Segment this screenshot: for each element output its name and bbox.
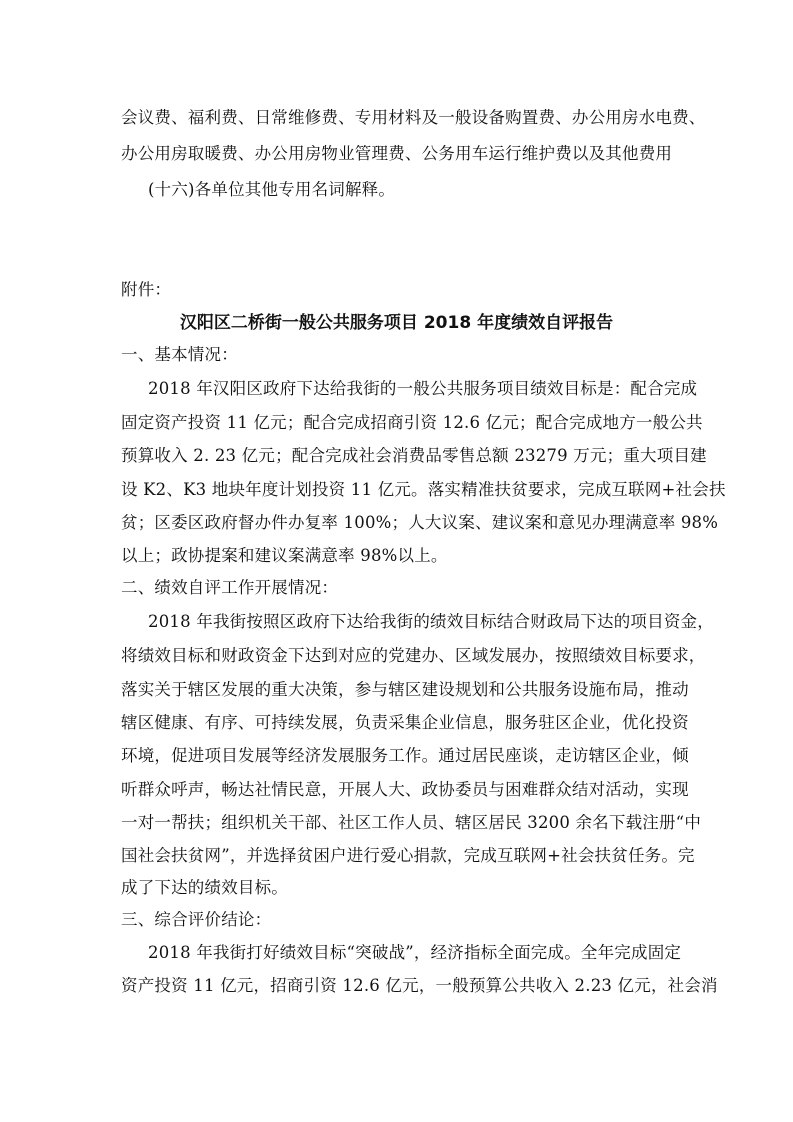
- paragraph-line: 环境，促进项目发展等经济发展服务工作。通过居民座谈，走访辖区企业，倾: [121, 746, 689, 765]
- paragraph-line: 预算收入 2. 23 亿元；配合完成社会消费品零售总额 23279 万元；重大项目建: [121, 446, 707, 465]
- paragraph-line: 辖区健康、有序、可持续发展，负责采集企业信息，服务驻区企业，优化投资: [121, 713, 689, 732]
- attachment-label: 附件：: [121, 280, 172, 299]
- text-line: 办公用房取暖费、办公用房物业管理费、公务用车运行维护费以及其他费用: [121, 144, 673, 163]
- paragraph-line: 2018 年我街按照区政府下达给我街的绩效目标结合财政局下达的项目资金，: [148, 612, 714, 631]
- paragraph-line: 听群众呼声，畅达社情民意，开展人大、政协委员与困难群众结对活动，实现: [121, 780, 689, 799]
- paragraph-line: 2018 年汉阳区政府下达给我街的一般公共服务项目绩效目标是：配合完成: [148, 379, 698, 398]
- report-title: 汉阳区二桥街一般公共服务项目 2018 年度绩效自评报告: [179, 313, 614, 333]
- section-heading-basic-info: 一、基本情况：: [121, 345, 238, 364]
- paragraph-line: 固定资产投资 11 亿元；配合完成招商引资 12.6 亿元；配合完成地方一般公共: [121, 413, 703, 432]
- paragraph-line: 一对一帮扶；组织机关干部、社区工作人员、辖区居民 3200 余名下载注册“中: [121, 813, 702, 832]
- paragraph-line: 设 K2、K3 地块年度计划投资 11 亿元。落实精准扶贫要求，完成互联网+社会扶: [121, 480, 726, 499]
- paragraph-line: 国社会扶贫网”，并选择贫困户进行爱心捐款，完成互联网+社会扶贫任务。完: [121, 846, 695, 865]
- text-line: 会议费、福利费、日常维修费、专用材料及一般设备购置费、办公用房水电费、: [121, 108, 706, 127]
- list-item-16: (十六)各单位其他专用名词解释。: [148, 180, 396, 199]
- paragraph-line: 成了下达的绩效目标。: [121, 878, 288, 897]
- paragraph-line: 将绩效目标和财政资金下达到对应的党建办、区域发展办，按照绩效目标要求，: [121, 646, 706, 665]
- paragraph-line: 2018 年我街打好绩效目标“突破战”，经济指标全面完成。全年完成固定: [148, 943, 682, 962]
- paragraph-line: 落实关于辖区发展的重大决策，参与辖区建设规划和公共服务设施布局，推动: [121, 680, 689, 699]
- section-heading-self-evaluation: 二、绩效自评工作开展情况：: [121, 578, 339, 597]
- paragraph-line: 资产投资 11 亿元，招商引资 12.6 亿元，一般预算公共收入 2.23 亿元，社会消: [121, 976, 718, 995]
- paragraph-line: 以上；政协提案和建议案满意率 98%以上。: [121, 546, 448, 565]
- section-heading-conclusion: 三、综合评价结论：: [121, 910, 272, 929]
- paragraph-line: 贫；区委区政府督办件办复率 100%；人大议案、建议案和意见办理满意率 98%: [121, 513, 719, 532]
